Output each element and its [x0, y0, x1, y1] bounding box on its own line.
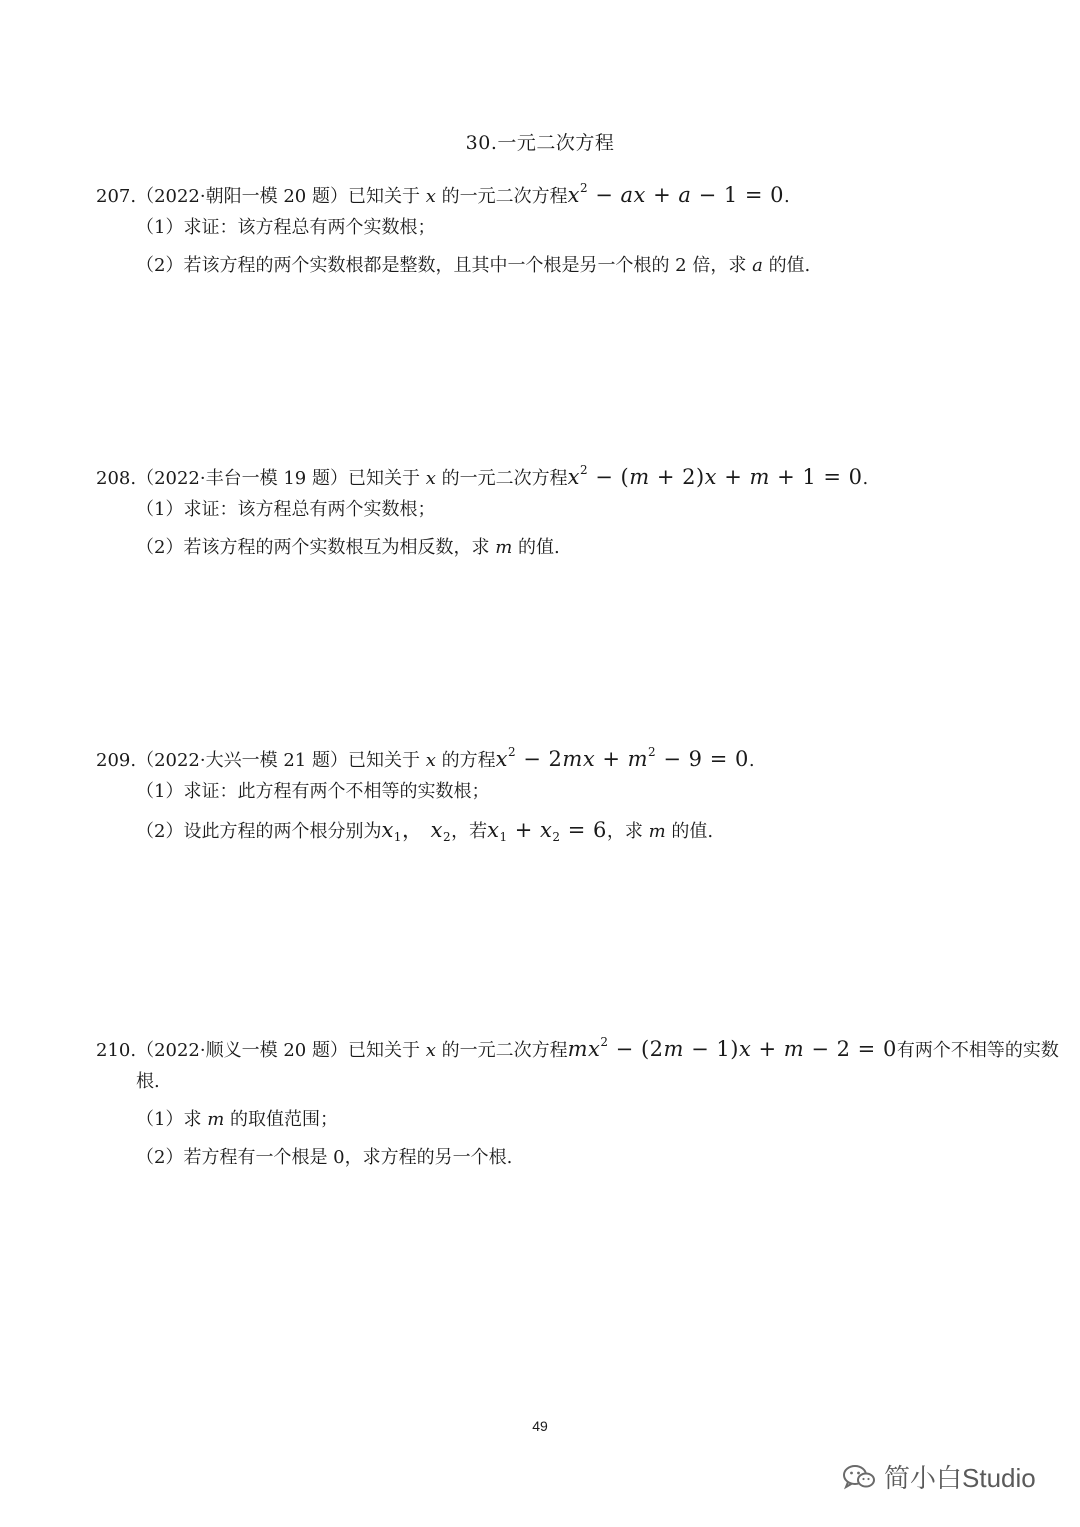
part-text-after: 的值.: [671, 821, 714, 842]
stem-suffix: .: [784, 186, 790, 207]
equation: $x^2$ − ax + a − 1 = 0: [567, 181, 785, 207]
part-text: 若该方程的两个实数根互为相反数，求: [183, 537, 490, 558]
part-label: （1）: [136, 217, 184, 238]
problem-209-stem: [96, 740, 755, 773]
stem-suffix: 有两个不相等的实数: [896, 1040, 1059, 1061]
problem-number: 208.: [96, 468, 137, 489]
stem-suffix: .: [862, 468, 869, 489]
part-label: （1）: [136, 1109, 184, 1130]
watermark: [842, 1458, 1036, 1495]
part-label: （2）: [136, 1147, 184, 1168]
problem-210-part-2: [136, 1146, 512, 1170]
part-text: 求证：该方程总有两个实数根；: [183, 217, 436, 238]
problem-207-stem: [96, 176, 790, 209]
part-text-after: 的值.: [768, 255, 811, 276]
part-variable: a: [752, 255, 763, 276]
part-text: 若方程有一个根是 0，求方程的另一个根.: [183, 1147, 513, 1168]
stem-mid: 的方程: [441, 750, 496, 771]
problem-207-part-2: [136, 254, 810, 278]
problem-210-stem: [96, 1030, 1059, 1063]
part-text-mid2: ，求: [606, 821, 643, 842]
stem-prefix: 已知关于: [347, 186, 420, 207]
stem-variable: x: [425, 1040, 436, 1061]
equation: $x^2 - 2mx + m^2 - 9 = 0$: [495, 745, 749, 771]
stem-suffix: .: [748, 750, 755, 771]
problem-210-part-1: [136, 1108, 338, 1132]
part-label: （2）: [136, 255, 184, 276]
part-label: （1）: [136, 499, 184, 520]
stem-mid: 的一元二次方程: [441, 468, 568, 489]
problem-208-part-2: [136, 536, 560, 560]
problem-number: 207.: [96, 186, 137, 207]
watermark-text: 简小白Studio: [884, 1463, 1036, 1493]
stem-variable: x: [425, 186, 436, 207]
part-text: 若该方程的两个实数根都是整数，且其中一个根是另一个根的 2 倍，求: [183, 255, 747, 276]
part-text-after: 的取值范围；: [230, 1109, 338, 1130]
problem-source: （2022·丰台一模 19 题）: [136, 468, 348, 489]
part-label: （2）: [136, 821, 184, 842]
part-text: 求: [183, 1109, 202, 1130]
part-text-after: 的值.: [518, 537, 560, 558]
problem-source: （2022·顺义一模 20 题）: [136, 1040, 348, 1061]
problem-210-stem-continuation: 根.: [136, 1071, 160, 1092]
problem-209-part-1: [136, 780, 489, 804]
problem-source: （2022·朝阳一模 20 题）: [136, 186, 348, 207]
part-label: （1）: [136, 781, 184, 802]
stem-mid: 的一元二次方程: [441, 186, 568, 207]
problem-source: （2022·大兴一模 21 题）: [136, 750, 348, 771]
problem-207-part-1: [136, 216, 435, 240]
section-title: 30.一元二次方程: [465, 132, 615, 154]
roots-notation: $x_1$， $x_2$: [381, 818, 452, 844]
part-variable: m: [207, 1109, 225, 1130]
part-label: （2）: [136, 537, 184, 558]
part-text-mid: ，若: [451, 821, 488, 842]
problem-number: 210.: [96, 1040, 137, 1061]
problem-208-part-1: [136, 498, 435, 522]
equation: $x^2 - (m + 2)x + m + 1 = 0$: [567, 463, 863, 489]
stem-prefix: 已知关于: [347, 468, 420, 489]
part-text: 求证：此方程有两个不相等的实数根；: [183, 781, 490, 802]
wechat-icon: [842, 1464, 876, 1490]
part-text: 求证：该方程总有两个实数根；: [183, 499, 436, 520]
stem-prefix: 已知关于: [347, 750, 420, 771]
stem-variable: x: [425, 468, 436, 489]
stem-prefix: 已知关于: [347, 1040, 420, 1061]
stem-variable: x: [425, 750, 436, 771]
page-number: 49: [532, 1418, 548, 1434]
sum-condition: $x_1 + x_2 = 6$: [487, 818, 607, 844]
problem-number: 209.: [96, 750, 137, 771]
part-variable: m: [495, 537, 513, 558]
stem-mid: 的一元二次方程: [441, 1040, 568, 1061]
part-text: 设此方程的两个根分别为: [183, 821, 382, 842]
part-variable: m: [648, 821, 666, 842]
equation: $mx^2 - (2m - 1)x + m - 2 = 0$: [567, 1035, 897, 1061]
problem-209-part-2: [136, 818, 713, 849]
problem-208-stem: [96, 458, 868, 491]
